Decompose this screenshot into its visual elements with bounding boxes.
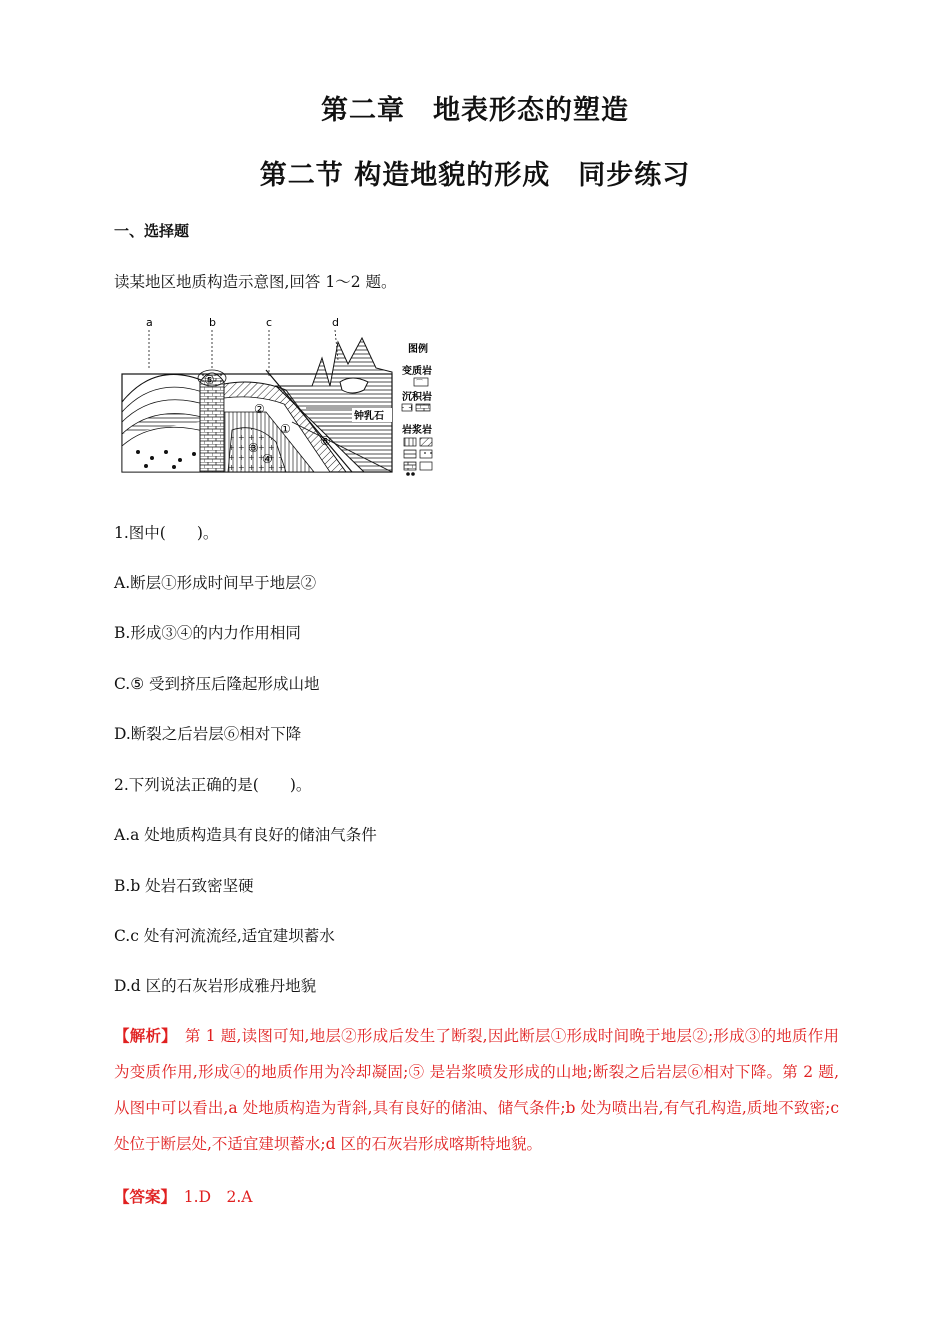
- question-1-option-d: D.断裂之后岩层⑥相对下降: [114, 725, 302, 743]
- label-b: b: [209, 316, 216, 329]
- legend-igneous: 岩浆岩: [402, 425, 432, 436]
- question-2-option-b: B.b 处岩石致密坚硬: [114, 877, 254, 895]
- section-heading: 一、选择题: [114, 222, 190, 240]
- label-d: d: [332, 316, 339, 329]
- question-1-stem: 1.图中( )。: [114, 524, 219, 542]
- answer-text: 1.D 2.A: [183, 1188, 253, 1206]
- pointer-lines: [149, 330, 338, 376]
- question-intro: 读某地区地质构造示意图,回答 1～2 题。: [114, 273, 397, 291]
- question-1-option-b: B.形成③④的内力作用相同: [114, 624, 301, 642]
- answer-tag: 【答案】: [114, 1188, 169, 1206]
- chapter-title: 第二章 地表形态的塑造: [321, 95, 629, 126]
- layer-4: ④: [262, 452, 273, 466]
- cave-label: 钟乳石: [354, 411, 384, 422]
- question-1-option-c: C.⑤ 受到挤压后隆起形成山地: [114, 675, 320, 693]
- layer-5: ⑤: [204, 373, 215, 387]
- answer-block: [114, 1185, 252, 1207]
- question-2-option-c: C.c 处有河流流经,适宜建坝蓄水: [114, 927, 335, 945]
- layer-2: ②: [254, 402, 265, 416]
- layer-1: ①: [280, 422, 291, 436]
- question-2-option-d: D.d 区的石灰岩形成雅丹地貌: [114, 977, 317, 995]
- analysis-text: 第 1 题,读图可知,地层②形成后发生了断裂,因此断层①形成时间晚于地层②;形成③的地质作用为变质作用,形成④的地质作用为冷却凝固;⑤ 是岩浆喷发形成的山地;断裂之后岩层⑥相对下降。第 2 题,从图中可以看出,a 处地质构造为背斜,具有良好的储油、储气条件;b 处为喷出岩,有气孔构造,质地不致密;c 处位于断层处,不适宜建坝蓄水;d 区的石灰岩形成喀斯特地貌。: [114, 1027, 839, 1153]
- label-a: a: [146, 316, 153, 329]
- legend: [401, 342, 432, 476]
- analysis-tag: 【解析】: [114, 1027, 170, 1045]
- svg-text:⌒: ⌒: [416, 379, 423, 387]
- question-1-option-a: A.断层①形成时间早于地层②: [114, 574, 317, 592]
- layer-3: ③: [248, 441, 259, 455]
- question-2-option-a: A.a 处地质构造具有良好的储油气条件: [114, 826, 377, 844]
- analysis-block: [114, 1018, 839, 1162]
- layer-6: ⑥: [320, 434, 331, 448]
- section-title: 第二节 构造地貌的形成 同步练习: [259, 160, 691, 191]
- geology-diagram: [116, 312, 446, 482]
- legend-sedimentary: 沉积岩: [402, 392, 432, 403]
- label-c: c: [266, 316, 273, 329]
- legend-metamorphic: 变质岩: [402, 366, 432, 377]
- legend-title: 图例: [408, 344, 428, 355]
- question-2-stem: 2.下列说法正确的是( )。: [114, 776, 312, 794]
